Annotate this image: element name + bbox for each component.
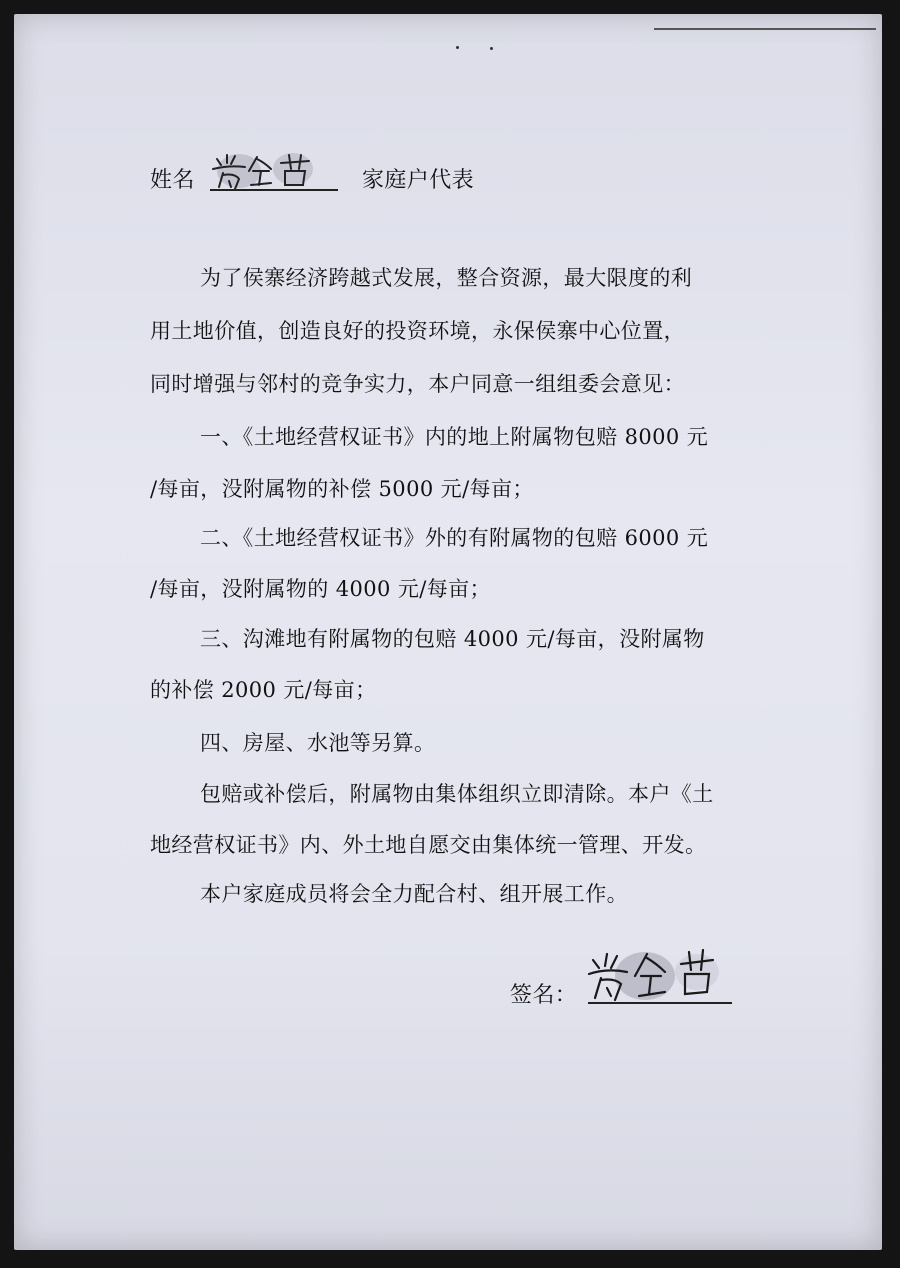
body-line: 二、《土地经营权证书》外的有附属物的包赔 6000 元	[200, 526, 709, 550]
name-underline	[210, 189, 338, 191]
signature-underline	[588, 1002, 732, 1004]
body-line: 本户家庭成员将会全力配合村、组开展工作。	[200, 882, 628, 906]
body-line: /每亩，没附属物的补偿 5000 元/每亩；	[150, 477, 534, 501]
body-line: 为了侯寨经济跨越式发展，整合资源，最大限度的利	[200, 266, 693, 290]
name-signature	[205, 147, 345, 193]
name-label: 姓名	[150, 168, 195, 193]
body-line: 的补偿 2000 元/每亩；	[150, 678, 377, 702]
body-line: 包赔或补偿后，附属物由集体组织立即清除。本户《土	[200, 782, 714, 806]
body-line: /每亩，没附属物的 4000 元/每亩；	[150, 577, 491, 601]
body-line: 四、房屋、水池等另算。	[200, 731, 436, 755]
household-label: 家庭户代表	[362, 168, 475, 193]
speck	[490, 47, 493, 50]
handwritten-signature	[585, 944, 735, 1008]
body-line: 用土地价值，创造良好的投资环境，永保侯寨中心位置，	[150, 319, 685, 343]
body-line: 同时增强与邻村的竞争实力，本户同意一组组委会意见：	[150, 372, 685, 396]
speck	[456, 46, 459, 49]
body-line: 地经营权证书》内、外土地自愿交由集体统一管理、开发。	[150, 833, 707, 857]
body-line: 三、沟滩地有附属物的包赔 4000 元/每亩，没附属物	[200, 627, 705, 651]
top-rule	[654, 28, 876, 30]
signature-label: 签名：	[510, 983, 578, 1008]
body-line: 一、《土地经营权证书》内的地上附属物包赔 8000 元	[200, 425, 709, 449]
